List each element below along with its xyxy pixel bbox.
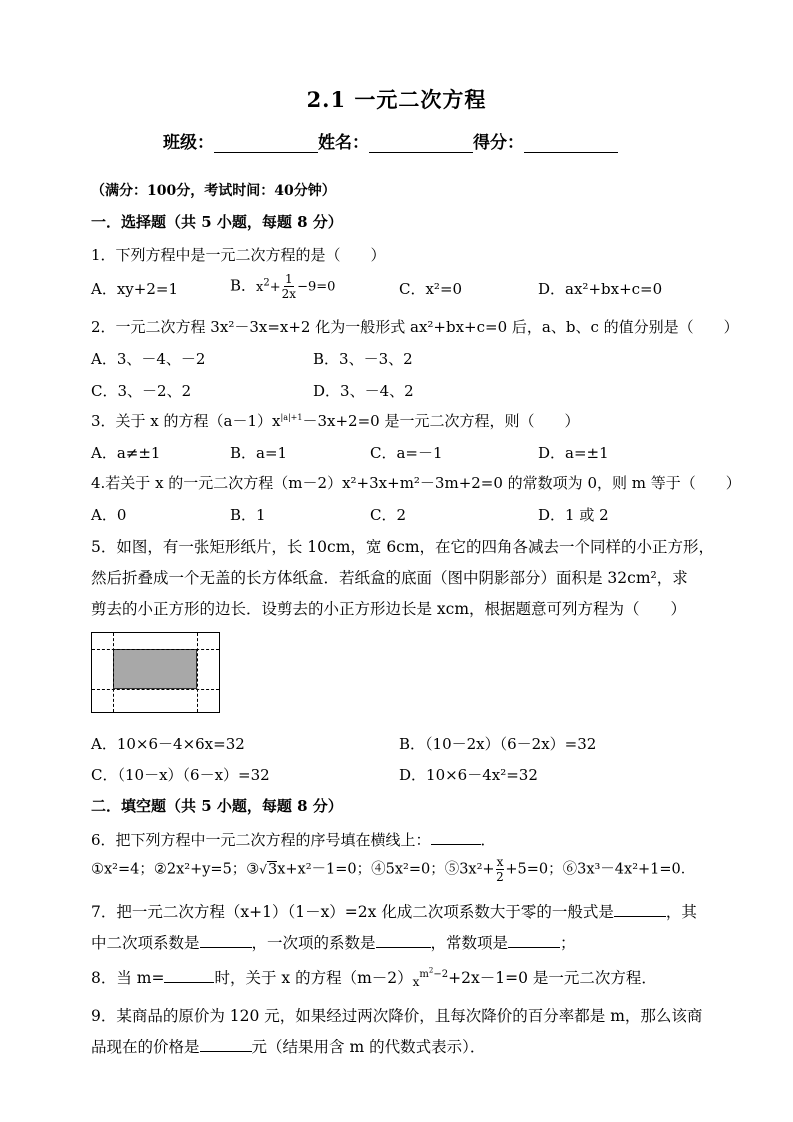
- score-label: 得分：: [473, 133, 524, 153]
- q2-option-b[interactable]: B．3、－3、2: [313, 350, 413, 368]
- dashed-cut-line: [92, 689, 219, 690]
- question-4-stem: 4.若关于 x 的一元二次方程（m－2）x²+3x+m²－3m+2=0 的常数项为 0，则 m 等于（ ）: [91, 474, 741, 492]
- q9-line2-pre: 品现在的价格是: [91, 1038, 200, 1056]
- page-title: 2.1 一元二次方程: [306, 87, 487, 112]
- q8-m-blank[interactable]: [164, 967, 214, 983]
- q7-line2-b: ，一次项的系数是: [251, 934, 376, 952]
- question-5-line-3: 剪去的小正方形的边长．设剪去的小正方形边长是 xcm，根据题意可列方程为（ ）: [91, 600, 687, 618]
- q6-answer-blank[interactable]: [431, 829, 481, 845]
- q5-option-b[interactable]: B．（10－2x）（6－2x）=32: [399, 735, 597, 753]
- q1-option-b[interactable]: B．$x^2+$ $\frac{1}{2x}$ −9=0: [230, 272, 336, 301]
- q7-line1-post: ，其: [665, 903, 697, 921]
- q3-stem-post: －3x+2=0 是一元二次方程，则（ ）: [302, 412, 580, 430]
- q3-exponent: |a|+1: [280, 413, 303, 422]
- rectangle-paper-figure: [91, 632, 220, 713]
- score-blank[interactable]: [524, 135, 618, 153]
- q7-line2-a: 中二次项系数是: [91, 934, 200, 952]
- q4-option-c[interactable]: C．2: [370, 506, 407, 524]
- q7-constant-blank[interactable]: [508, 932, 560, 948]
- q3-option-b[interactable]: B．a=1: [230, 444, 288, 462]
- section-1-heading: 一．选择题（共 5 小题，每题 8 分）: [91, 213, 343, 231]
- class-blank[interactable]: [214, 135, 318, 153]
- q1-option-b-label: B．: [230, 276, 257, 295]
- q4-option-b[interactable]: B．1: [230, 506, 266, 524]
- q2-option-a[interactable]: A．3、－4、－2: [91, 350, 206, 368]
- q7-general-form-blank[interactable]: [614, 901, 666, 917]
- dashed-cut-line: [113, 633, 114, 712]
- q6-stem-text: 6．把下列方程中一元二次方程的序号填在横线上：: [91, 831, 431, 849]
- question-5-line-1: 5．如图，有一张矩形纸片，长 10cm，宽 6cm，在它的四角各减去一个同样的小正方形，: [91, 538, 715, 556]
- question-5-line-2: 然后折叠成一个无盖的长方体纸盒．若纸盒的底面（图中阴影部分）面积是 32cm²，求: [91, 569, 688, 587]
- question-6-stem: [91, 829, 496, 850]
- q7-line1-pre: 7．把一元二次方程（x+1）（1－x）=2x 化成二次项系数大于零的一般式是: [91, 903, 614, 921]
- q1-option-a[interactable]: A．xy+2=1: [91, 280, 178, 298]
- q9-price-blank[interactable]: [200, 1036, 252, 1052]
- q8-pre: 8．当 m=: [91, 969, 165, 987]
- q1-option-d[interactable]: D．ax²+bx+c=0: [538, 280, 663, 298]
- q2-option-c[interactable]: C．3、－2、2: [91, 382, 192, 400]
- dashed-cut-line: [92, 649, 219, 650]
- q8-post: +2x－1=0 是一元二次方程．: [448, 969, 657, 987]
- dashed-cut-line: [197, 633, 198, 712]
- q7-linear-coef-blank[interactable]: [376, 932, 431, 948]
- q1-option-c[interactable]: C．x²=0: [399, 280, 463, 298]
- q5-option-a[interactable]: A．10×6－4×6x=32: [91, 735, 245, 753]
- q9-line2-post: 元（结果用含 m 的代数式表示）．: [251, 1038, 486, 1056]
- q4-option-d[interactable]: D．1 或 2: [538, 506, 609, 524]
- question-7-line-1: [91, 900, 697, 922]
- q7-line2-c: ，常数项是: [430, 934, 509, 952]
- class-label: 班级：: [163, 133, 214, 153]
- q3-option-a[interactable]: A．a≠±1: [91, 444, 161, 462]
- q6-stem-end: ．: [480, 831, 496, 849]
- question-3-stem: [91, 410, 579, 431]
- question-8: 8．当 m= 时，关于 x 的方程$(m-2)x^{m^2-2}+2x-1=0$ 是一元二次方程．: [91, 966, 657, 989]
- q3-stem-pre: 3．关于 x 的方程（a－1）x: [91, 412, 281, 430]
- fraction-1-over-2x: $\frac{1}{2x}$: [281, 272, 297, 301]
- fraction-x-over-2: $\frac{x}{2}$: [496, 855, 504, 884]
- q2-option-d[interactable]: D．3、－4、2: [313, 382, 414, 400]
- question-1-stem: 1．下列方程中是一元二次方程的是（ ）: [91, 246, 386, 264]
- q4-option-a[interactable]: A．0: [91, 506, 127, 524]
- section-2-heading: 二．填空题（共 5 小题，每题 8 分）: [91, 797, 343, 815]
- exam-info: （满分：100分，考试时间：40分钟）: [91, 183, 336, 199]
- name-blank[interactable]: [369, 135, 473, 153]
- question-9-line-1: 9．某商品的原价为 120 元，如果经过两次降价，且每次降价的百分率都是 m，那么该商: [91, 1007, 703, 1025]
- question-9-line-2: [91, 1035, 485, 1057]
- q5-option-c[interactable]: C．（10－x）（6－x）=32: [91, 766, 270, 784]
- q3-option-d[interactable]: D．a=±1: [538, 444, 609, 462]
- question-2-stem: 2．一元二次方程 3x²－3x=x+2 化为一般形式 ax²+bx+c=0 后，a、b、c 的值分别是（ ）: [91, 318, 739, 336]
- q6-equation-list: ①x²=4；②2x²+y=5；③√3x+x²－1=0；④5x²=0；⑤3x²+ $\frac{x}{2}$ +5=0；⑥3x³－4x²+1=0．: [91, 855, 696, 884]
- question-7-line-2: [91, 931, 576, 953]
- q7-quadratic-coef-blank[interactable]: [200, 932, 252, 948]
- shaded-box-base: [113, 649, 197, 689]
- q3-option-c[interactable]: C．a=－1: [370, 444, 443, 462]
- name-label: 姓名：: [318, 133, 369, 153]
- q7-line2-end: ；: [560, 934, 576, 952]
- student-info-header: [163, 128, 618, 153]
- q8-mid: 时，关于 x 的方程（m－2）: [214, 969, 413, 987]
- q5-option-d[interactable]: D．10×6－4x²=32: [399, 766, 538, 784]
